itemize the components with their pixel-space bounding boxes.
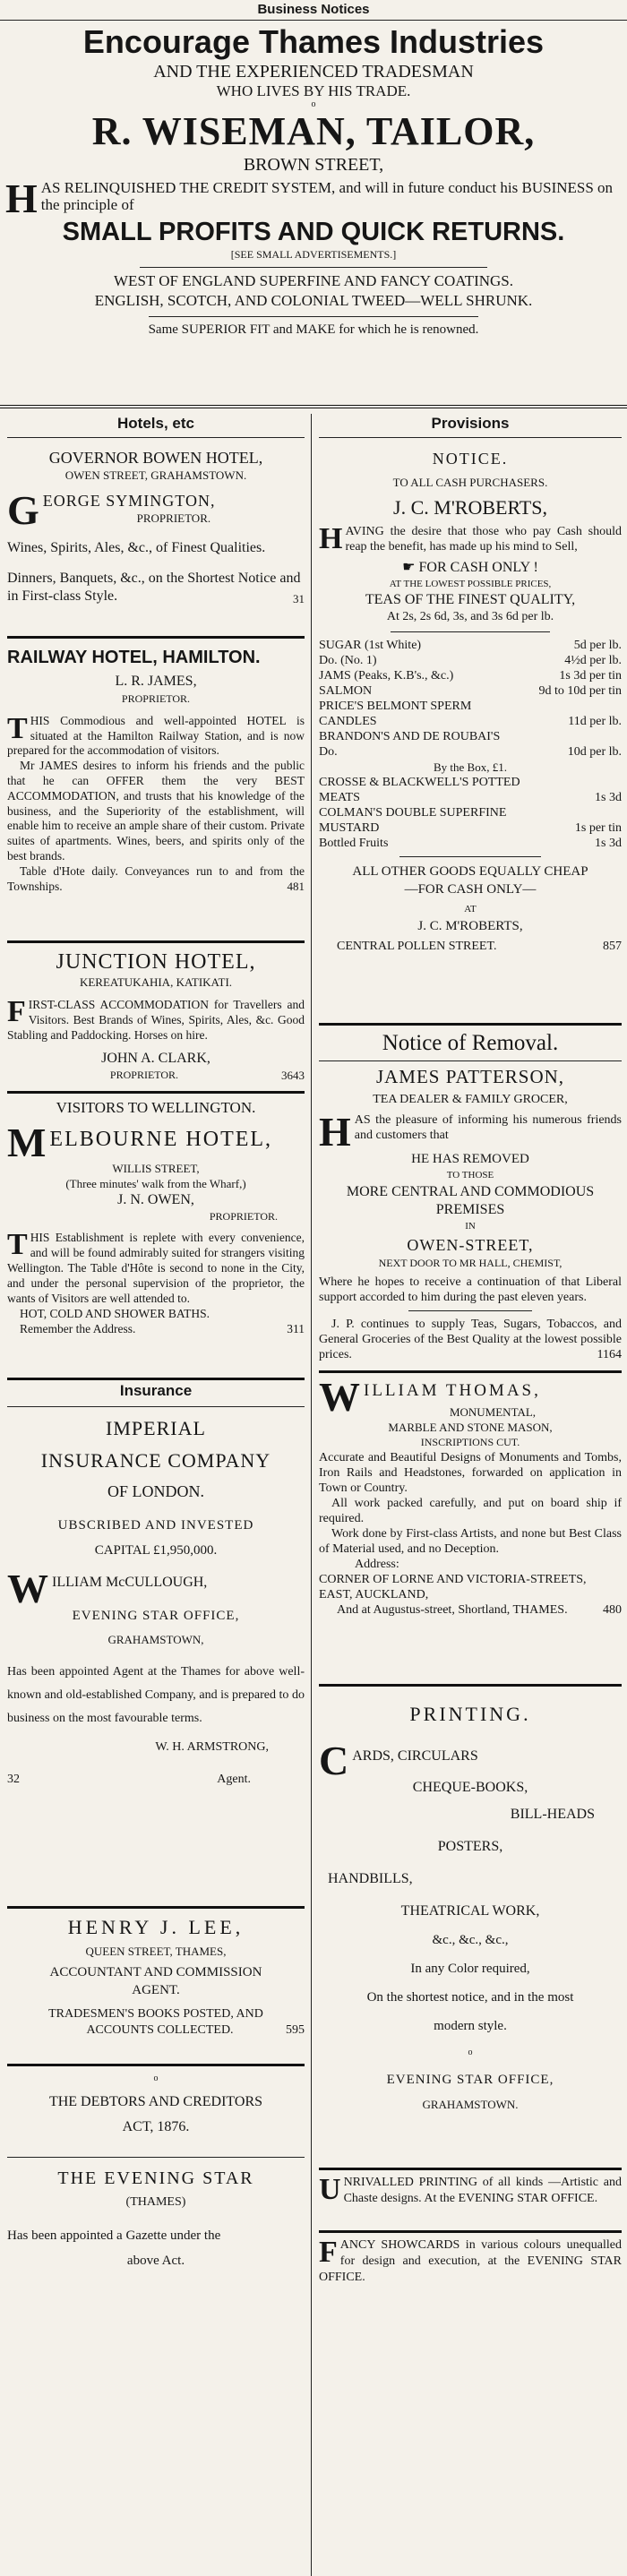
melbourne-advert [7,1098,305,1336]
thomas-role: MONUMENTAL, [449,1405,537,1419]
teas-prices: At 2s, 2s 6d, 3s, and 3s 6d per lb. [386,610,554,623]
signature: W. H. ARMSTRONG, [155,1740,269,1754]
provisions-header: Provisions [431,415,510,432]
cards-line: ARDS, CIRCULARS [352,1748,478,1764]
divider [7,940,305,943]
ad-number: 1164 [597,1348,622,1361]
price-value: 5d per lb. [573,639,622,652]
divider [399,856,541,857]
owen-street: OWEN-STREET, [407,1236,534,1254]
price-value: 1s per tin [574,821,622,835]
hopes-line: Where he hopes to receive a continuation of that Liberal support accorded to him during the past eleven years. [319,1275,622,1304]
price-item: PRICE'S BELMONT SPERM CANDLES [319,700,472,728]
price-item: CROSSE & BLACKWELL'S POTTED MEATS [319,776,520,804]
hotel-name: RAILWAY HOTEL, HAMILTON. [7,648,261,667]
price-row [319,668,622,683]
ornament: o [153,2074,159,2083]
ad-number: 32 [7,1773,20,1786]
by-box: By the Box, £1. [434,760,507,774]
cash-only-label: FOR CASH ONLY ! [418,560,538,575]
dropcap: F [319,2236,338,2269]
debtors-advert [7,2071,305,2271]
railway-body: Table d'Hote daily. Conveyances run to and from the Townships. [7,863,305,893]
all-other: —FOR CASH ONLY— [404,882,537,897]
billheads-line: BILL-HEADS [510,1807,595,1822]
dropcap: T [7,711,28,745]
lee-role: AGENT. [132,1983,180,1997]
proprietor-name: J. N. OWEN, [117,1192,194,1207]
gazette-body: Has been appointed a Gazette under the [7,2228,221,2243]
railway-body: Mr JAMES desires to inform his friends and the public that he can OFFER them the very BEST ACCOMMODATION, and trusts that his knowledge of the business, and the Superiority of the establishment, will enable him to receive an ample share of their custom. Private suites of apartments. Wines, beers, and spirits only of the best brands. [7,759,305,863]
imperial-body: Has been appointed Agent at the Thames for above well-known and old-established Company, and is prepared to do business on the most favourable terms. [7,1665,305,1725]
price-item: SUGAR (1st White) [319,639,422,652]
address-label: Address: [355,1558,399,1571]
dropcap: W [319,1374,360,1420]
thomas-body: All work packed carefully, and put on board ship if required. [319,1497,622,1525]
divider [319,1060,622,1061]
removed-line: HE HAS REMOVED [411,1152,529,1166]
inscriptions: INSCRIPTIONS CUT. [420,1436,520,1448]
removal-header: Notice of Removal. [382,1031,559,1055]
hotel-street: WILLIS STREET, [112,1162,200,1175]
hand-icon: ☛ [402,560,419,575]
agent-name: ILLIAM McCULLOUGH, [52,1575,208,1590]
ad-number: 857 [603,940,622,953]
divider [408,1310,532,1311]
ornament: o [311,99,316,109]
price-value: 1s 3d [595,791,622,804]
dropcap: C [319,1738,349,1783]
jc-name: J. C. M'ROBERTS, [393,496,547,519]
thomas-body: Work done by First-class Artists, and none but Best Class of Material used, and no Deception. [319,1527,622,1556]
ad-number: 480 [603,1603,622,1617]
divider [391,631,550,632]
removal-body: AS the pleasure of informing his numerous friends and customers that [354,1113,622,1142]
proprietor-name: EORGE SYMINGTON, [42,492,216,510]
thomas-also: And at Augustus-street, Shortland, THAMES. [337,1603,568,1617]
removal-advert [319,1030,622,1362]
ad-number: 31 [293,592,305,605]
etc-line: &c., &c., &c., [432,1933,509,1947]
junction-body: IRST-CLASS ACCOMMODATION for Travellers and Visitors. Best Brands of Wines, Spirits, Ales, &c. Good Stabling and Paddocking. Horses on hire. [7,998,305,1042]
proprietor-title: PROPRIETOR. [136,511,211,525]
gazette-body: above Act. [126,2254,185,2268]
baths-line: HOT, COLD AND SHOWER BATHS. [20,1307,210,1320]
hotel-address: OWEN STREET, GRAHAMSTOWN. [64,468,247,482]
proprietor-title: PROPRIETOR. [109,1069,179,1081]
dropcap: U [319,2173,341,2206]
insurance-header: Insurance [119,1382,193,1399]
dropcap: G [7,487,39,533]
cheque-line: CHEQUE-BOOKS, [412,1780,528,1795]
jc-name: J. C. M'ROBERTS, [417,919,523,933]
divider [319,1370,622,1373]
mroberts-advert [319,448,622,954]
proprietor-title: PROPRIETOR. [121,692,191,705]
dropcap: T [7,1228,28,1261]
see-small: [SEE SMALL ADVERTISEMENTS.] [230,248,397,261]
books-line: TRADESMEN'S BOOKS POSTED, AND [48,2007,263,2021]
imperial-advert [7,1415,305,1788]
star-line: (THAMES) [125,2195,186,2209]
star-line: THE EVENING STAR [57,2168,254,2188]
capital-line: CAPITAL £1,950,000. [94,1543,218,1558]
notice-body: AS RELINQUISHED THE CREDIT SYSTEM, and will in future conduct his BUSINESS on the principle of [40,179,614,213]
shortest-line: modern style. [434,2019,507,2033]
junction-advert [7,949,305,1083]
posters-line: POSTERS, [437,1839,503,1854]
hotel-address: KEREATUKAHIA, KATIKATI. [79,975,233,989]
left-column [7,0,305,2576]
lee-street: QUEEN STREET, THAMES, [85,1945,227,1958]
price-row [319,638,622,653]
to-all: TO ALL CASH PURCHASERS. [392,476,548,489]
books-line: ACCOUNTS COLLECTED. [86,2023,234,2037]
divider [319,437,622,438]
dinners-line: Dinners, Banquets, &c., on the Shortest Notice and in First-class Style. [7,571,301,604]
mroberts-body: AVING the desire that those who pay Cash should reap the benefit, has made up his mind to Sell, [345,525,622,554]
dropcap: H [319,1109,351,1155]
dropcap: M [7,1120,47,1165]
divider [319,1684,622,1687]
cash-only [319,558,622,578]
proprietor-title: PROPRIETOR. [209,1210,278,1223]
ad-number: 311 [287,1322,305,1335]
subline: WHO LIVES BY HIS TRADE. [216,82,411,99]
price-value: 11d per lb. [568,715,622,728]
company-line: OF LONDON. [107,1482,204,1500]
handbills-line: HANDBILLS, [328,1871,413,1886]
bowen-advert [7,448,305,607]
price-item: SALMON [319,684,373,698]
railway-body: HIS Commodious and well-appointed HOTEL is situated at the Hamilton Railway Station, and is now prepared for the accommodation of visitors. [7,713,305,758]
tea-dealer: TEA DEALER & FAMILY GROCER, [373,1093,568,1106]
unrivalled-advert [319,2175,622,2207]
divider [7,2064,305,2066]
divider [7,1906,305,1909]
printing-advert [319,1702,622,2114]
unrivalled-body: NRIVALLED PRINTING of all kinds —Artistic and Chaste designs. At the EVENING STAR OFFICE. [343,2176,622,2205]
divider [7,437,305,438]
price-item: BRANDON'S AND DE ROUBAI'S Do. [319,730,501,759]
divider [319,2230,622,2233]
melbourne-body: HIS Establishment is replete with every convenience, and will be found admirably suited for strangers visiting Wellington. The Table d'Hôte is second to none in the City, and under the personal supervision of the proprietor, the wants of Visitors are well attended to. [7,1231,305,1305]
subline: AND THE EXPERIENCED TRADESMAN [153,62,474,82]
printing-title: PRINTING. [409,1703,531,1725]
theatrical-line: THEATRICAL WORK, [400,1903,540,1919]
price-list [319,638,622,760]
jp-line: J. P. continues to supply Teas, Sugars, Tobaccos, and General Groceries of the Best Quality at the lowest possible prices. [319,1318,622,1361]
color-line: In any Color required, [410,1962,530,1976]
dropcap: H [5,176,38,221]
act-line: THE DEBTORS AND CREDITORS [48,2094,263,2109]
price-item: JAMS (Peaks, K.B's., &c.) [319,669,454,683]
teas-line: TEAS OF THE FINEST QUALITY, [365,592,576,607]
town-line: GRAHAMSTOWN, [107,1633,204,1646]
hotel-name: GOVERNOR BOWEN HOTEL, [48,449,263,467]
divider [319,2168,622,2170]
divider [7,1378,305,1380]
price-row [319,729,622,760]
agent-label: Agent. [217,1773,251,1786]
next-door: NEXT DOOR TO MR HALL, CHEMIST, [378,1257,563,1269]
company-line: INSURANCE COMPANY [40,1449,271,1472]
proprietor-name: L. R. JAMES, [115,674,197,689]
act-line: ACT, 1876. [122,2119,190,2134]
thomas-body: Accurate and Beautiful Designs of Monuments and Tombs, Iron Rails and Headstones, forwarded on application in Town or Country. [319,1451,622,1495]
price-value: 9d to 10d per tin [538,684,622,698]
at-line: AT [464,904,477,914]
office-line: EVENING STAR OFFICE, [386,2073,554,2087]
column-divider [311,414,312,2576]
motto: SMALL PROFITS AND QUICK RETURNS. [62,218,565,246]
notice-title: NOTICE. [432,450,509,468]
price-value: 1s 3d [595,837,622,850]
central-line: CENTRAL POLLEN STREET. [337,940,497,953]
divider [7,2157,305,2158]
fancy-body: ANCY SHOWCARDS in various colours unequalled for design and execution, at the EVENING STAR OFFICE. [319,2238,622,2284]
price-value: 4½d per lb. [564,654,622,667]
price-value: 1s 3d per tin [559,669,622,683]
office-line: EVENING STAR OFFICE, [72,1609,240,1623]
company-line: IMPERIAL [106,1417,206,1439]
tailor-street: BROWN STREET, [243,155,384,175]
thomas-advert [319,1374,622,1618]
price-item: Bottled Fruits [319,837,389,850]
lee-role: ACCOUNTANT AND COMMISSION [49,1965,262,1979]
fancy-advert [319,2237,622,2286]
tailor-name: R. WISEMAN, TAILOR, [91,109,536,153]
wines-line: Wines, Spirits, Ales, &c., of Finest Qualities. [7,540,266,555]
price-row [319,699,622,729]
minutes-line: (Three minutes' walk from the Wharf,) [65,1177,246,1190]
divider [7,1406,305,1407]
hotel-name: ELBOURNE HOTEL, [49,1128,273,1151]
ornament: o [468,2048,473,2057]
price-row [319,683,622,699]
goods-line: ENGLISH, SCOTCH, AND COLONIAL TWEED—WELL SHRUNK. [94,292,533,309]
price-value: 10d per lb. [567,745,622,759]
in-line: IN [465,1221,476,1232]
thomas-role: MARBLE AND STONE MASON, [388,1421,553,1434]
more-central: MORE CENTRAL AND COMMODIOUS PREMISES [346,1184,595,1217]
thomas-address: CORNER OF LORNE AND VICTORIA-STREETS, EAST, AUCKLAND, [319,1573,587,1601]
hotel-name: JUNCTION HOTEL, [56,950,256,974]
proprietor-name: JOHN A. CLARK, [101,1051,210,1066]
section-title: Business Notices [257,2,370,17]
all-other: ALL OTHER GOODS EQUALLY CHEAP [352,864,588,879]
dropcap: F [7,995,26,1028]
remember-line: Remember the Address. [20,1322,136,1335]
divider [7,1091,305,1094]
dropcap: H [319,522,343,555]
divider [7,636,305,639]
fit-line: Same SUPERIOR FIT and MAKE for which he is renowned. [148,322,479,337]
subscribed-line: UBSCRIBED AND INVESTED [57,1518,254,1533]
price-item: COLMAN'S DOUBLE SUPERFINE MUSTARD [319,806,507,835]
dropcap: W [7,1566,48,1611]
divider [319,1023,622,1026]
lee-name: HENRY J. LEE, [67,1916,245,1938]
shortest-line: On the shortest notice, and in the most [366,1990,574,2005]
price-item: Do. (No. 1) [319,654,377,667]
patterson-name: JAMES PATTERSON, [375,1066,565,1087]
right-column [319,0,622,2576]
town-line: GRAHAMSTOWN. [422,2098,519,2111]
ad-number: 595 [286,2023,305,2037]
railway-advert [7,647,305,895]
hotels-header: Hotels, etc [117,415,194,432]
goods-line: WEST OF ENGLAND SUPERFINE AND FANCY COATINGS. [114,272,513,289]
to-those: TO THOSE [446,1170,494,1181]
lowest-line: AT THE LOWEST POSSIBLE PRICES, [389,579,552,589]
ad-number: 481 [287,880,305,894]
ad-number: 3643 [280,1069,305,1082]
price-row [319,653,622,668]
thomas-name: ILLIAM THOMAS, [364,1381,541,1400]
visitors-line: VISITORS TO WELLINGTON. [56,1099,256,1116]
headline: Encourage Thames Industries [82,23,545,60]
lee-advert [7,1915,305,2039]
